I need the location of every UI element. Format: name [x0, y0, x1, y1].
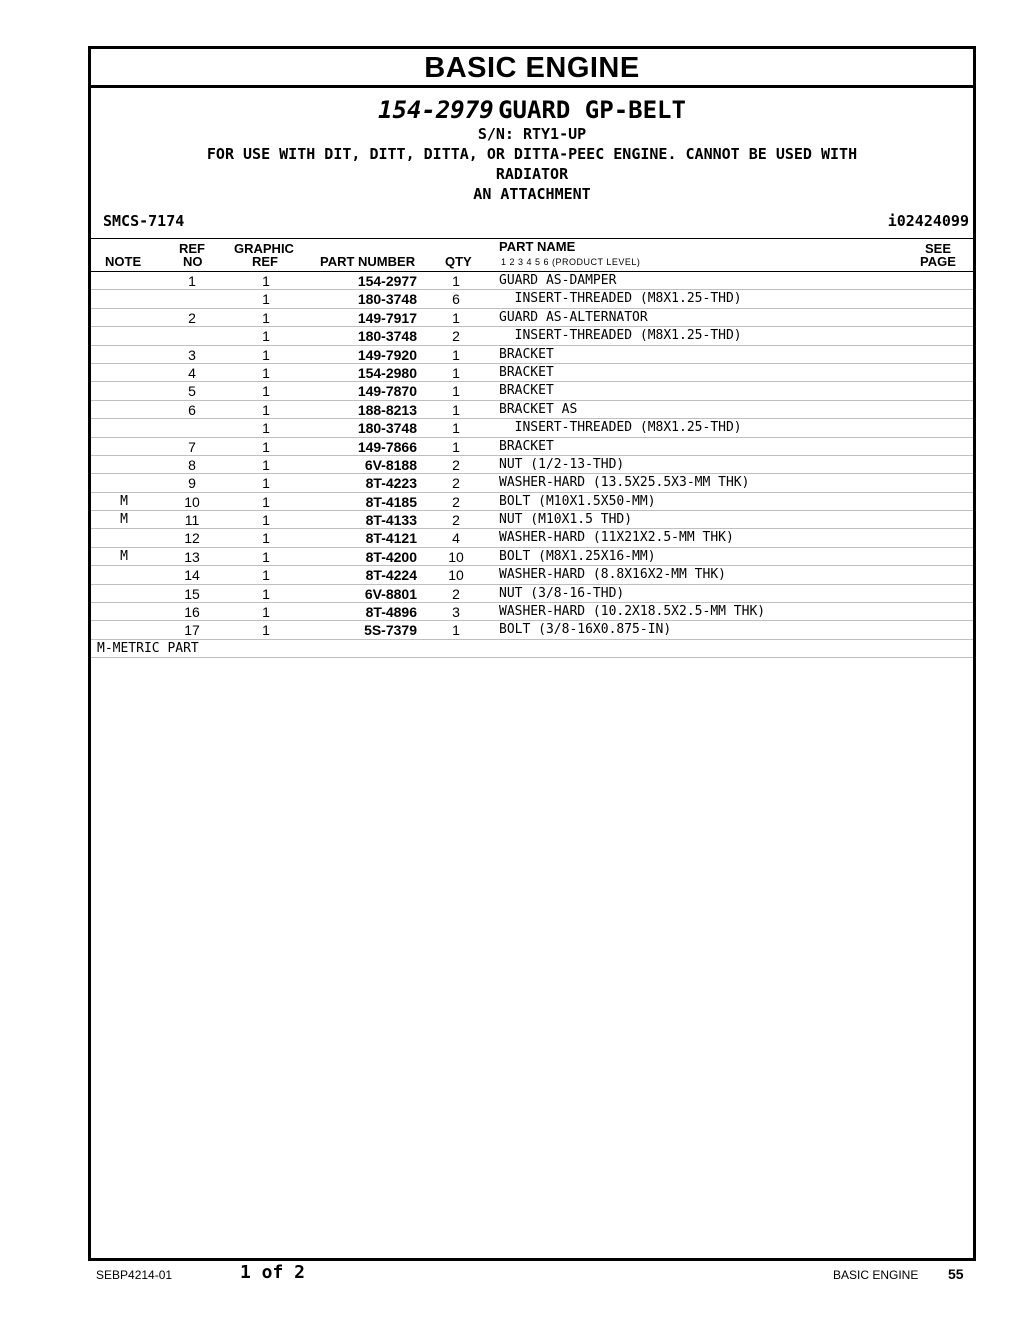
header-qty: QTY: [445, 254, 472, 269]
row-note: M: [120, 548, 128, 564]
row-ref-no: 14: [184, 567, 200, 584]
row-part-number: 149-7920: [357, 346, 417, 363]
row-qty: 2: [452, 456, 460, 473]
row-part-name: INSERT-THREADED (M8X1.25-THD): [499, 420, 742, 436]
table-row: [91, 493, 973, 511]
row-graphic-ref: 1: [262, 567, 270, 584]
row-note: M: [120, 493, 128, 509]
footnote: M-METRIC PART: [91, 640, 973, 658]
row-ref-no: 1: [188, 273, 196, 289]
row-ref-no: 7: [188, 438, 196, 455]
row-part-name: GUARD AS-ALTERNATOR: [499, 309, 648, 325]
row-qty: 3: [452, 604, 460, 621]
row-graphic-ref: 1: [262, 291, 270, 308]
row-part-name: WASHER-HARD (13.5X25.5X3-MM THK): [499, 475, 750, 491]
row-graphic-ref: 1: [262, 456, 270, 473]
row-part-number: 6V-8188: [364, 456, 417, 473]
row-part-number: 149-7866: [357, 438, 417, 455]
row-part-name: BOLT (M10X1.5X50-MM): [499, 493, 656, 509]
row-graphic-ref: 1: [262, 622, 270, 639]
header-part-name: PART NAME: [499, 239, 576, 254]
row-graphic-ref: 1: [262, 530, 270, 547]
row-part-name: NUT (M10X1.5 THD): [499, 512, 633, 528]
page-number: 55: [948, 1266, 964, 1282]
row-part-number: 149-7917: [357, 309, 417, 326]
row-ref-no: 3: [188, 346, 196, 363]
row-graphic-ref: 1: [262, 438, 270, 455]
row-part-name: WASHER-HARD (11X21X2.5-MM THK): [499, 530, 734, 546]
row-qty: 1: [452, 438, 460, 455]
row-part-name: GUARD AS-DAMPER: [499, 273, 617, 288]
row-graphic-ref: 1: [262, 328, 270, 345]
row-part-name: BOLT (M8X1.25X16-MM): [499, 548, 656, 564]
usage-line-2: RADIATOR: [495, 165, 569, 183]
row-part-number: 6V-8801: [364, 585, 417, 602]
group-heading: [91, 96, 973, 124]
row-ref-no: 2: [188, 309, 196, 326]
header-note: NOTE: [105, 254, 142, 269]
row-part-number: 8T-4223: [365, 475, 417, 492]
header-product-levels: 1 2 3 4 5 6 (PRODUCT LEVEL): [501, 257, 641, 267]
row-graphic-ref: 1: [262, 420, 270, 437]
header-graphic-bottom: REF: [252, 254, 278, 269]
row-part-name: BOLT (3/8-16X0.875-IN): [499, 622, 672, 638]
row-graphic-ref: 1: [262, 585, 270, 602]
table-row: [91, 272, 973, 290]
table-row: [91, 309, 973, 327]
row-part-number: 8T-4133: [365, 512, 417, 529]
row-ref-no: 6: [188, 401, 196, 418]
table-row: [91, 529, 973, 547]
header-see-bottom: PAGE: [920, 254, 956, 269]
row-ref-no: 9: [188, 475, 196, 492]
table-row: [91, 474, 973, 492]
table-row: [91, 438, 973, 456]
row-graphic-ref: 1: [262, 512, 270, 529]
row-qty: 1: [452, 364, 460, 381]
group-part-number: 154-2979: [378, 96, 494, 124]
row-qty: 1: [452, 622, 460, 639]
doc-number: SEBP4214-01: [96, 1268, 173, 1282]
row-part-name: WASHER-HARD (10.2X18.5X2.5-MM THK): [499, 604, 766, 620]
table-row: [91, 585, 973, 603]
row-part-number: 8T-4200: [365, 548, 417, 565]
row-part-name: BRACKET: [499, 438, 554, 454]
row-part-name: INSERT-THREADED (M8X1.25-THD): [499, 291, 742, 307]
row-part-number: 180-3748: [357, 328, 417, 345]
row-part-number: 8T-4185: [365, 493, 417, 510]
header-ref-bottom: NO: [183, 254, 203, 269]
illustration-id: i02424099: [887, 212, 969, 230]
row-qty: 2: [452, 585, 460, 602]
row-qty: 2: [452, 328, 460, 345]
group-name: GUARD GP-BELT: [498, 96, 686, 124]
table-header: [91, 239, 973, 272]
table-row: [91, 456, 973, 474]
table-row: [91, 364, 973, 382]
row-ref-no: 5: [188, 383, 196, 400]
row-part-name: BRACKET AS: [499, 401, 578, 417]
table-row: [91, 621, 973, 639]
row-part-number: 5S-7379: [364, 622, 417, 639]
parts-table: [91, 272, 973, 640]
row-part-name: BRACKET: [499, 346, 554, 362]
usage-line-3: AN ATTACHMENT: [473, 185, 591, 203]
row-graphic-ref: 1: [262, 383, 270, 400]
row-qty: 10: [448, 567, 464, 584]
row-part-name: INSERT-THREADED (M8X1.25-THD): [499, 328, 742, 344]
table-row: [91, 401, 973, 419]
row-ref-no: 12: [184, 530, 200, 547]
row-qty: 2: [452, 475, 460, 492]
row-part-name: NUT (3/8-16-THD): [499, 585, 625, 601]
row-graphic-ref: 1: [262, 309, 270, 326]
usage-line-1: FOR USE WITH DIT, DITT, DITTA, OR DITTA-PEEC ENGINE. CANNOT BE USED WITH: [206, 145, 858, 163]
row-part-number: 149-7870: [357, 383, 417, 400]
row-ref-no: 11: [184, 512, 200, 529]
row-part-number: 8T-4224: [365, 567, 417, 584]
row-ref-no: 17: [184, 622, 200, 639]
row-qty: 10: [448, 548, 464, 565]
row-graphic-ref: 1: [262, 273, 270, 289]
page-footer: [0, 1262, 1020, 1292]
row-ref-no: 13: [184, 548, 200, 565]
row-qty: 1: [452, 273, 460, 289]
row-part-number: 180-3748: [357, 291, 417, 308]
footer-section: BASIC ENGINE: [833, 1268, 919, 1282]
header-ref-top: REF: [179, 241, 205, 256]
page-of: 1 of 2: [240, 1262, 306, 1283]
row-qty: 1: [452, 346, 460, 363]
smcs-code: SMCS-7174: [103, 212, 185, 230]
table-row: [91, 419, 973, 437]
row-part-number: 188-8213: [357, 401, 417, 418]
serial-range: S/N: RTY1-UP: [477, 125, 587, 143]
row-graphic-ref: 1: [262, 604, 270, 621]
row-graphic-ref: 1: [262, 493, 270, 510]
table-row: [91, 327, 973, 345]
row-qty: 1: [452, 309, 460, 326]
row-part-name: NUT (1/2-13-THD): [499, 456, 625, 472]
smcs-row: [91, 212, 973, 232]
header-part-number: PART NUMBER: [320, 254, 416, 269]
row-qty: 2: [452, 493, 460, 510]
page-frame: [88, 46, 976, 1261]
row-part-name: BRACKET: [499, 383, 554, 399]
header-see-top: SEE: [925, 241, 952, 256]
table-row: [91, 346, 973, 364]
header-graphic-top: GRAPHIC: [234, 241, 294, 256]
row-graphic-ref: 1: [262, 475, 270, 492]
row-qty: 1: [452, 401, 460, 418]
table-row: [91, 290, 973, 308]
row-ref-no: 16: [184, 604, 200, 621]
row-qty: 6: [452, 291, 460, 308]
row-part-number: 180-3748: [357, 420, 417, 437]
section-title: BASIC ENGINE: [91, 49, 973, 88]
row-part-name: BRACKET: [499, 364, 554, 380]
row-qty: 1: [452, 420, 460, 437]
row-part-number: 8T-4121: [365, 530, 417, 547]
table-row: [91, 603, 973, 621]
row-graphic-ref: 1: [262, 346, 270, 363]
row-part-name: WASHER-HARD (8.8X16X2-MM THK): [499, 567, 726, 583]
row-graphic-ref: 1: [262, 364, 270, 381]
row-ref-no: 15: [184, 585, 200, 602]
row-ref-no: 4: [188, 364, 196, 381]
row-part-number: 8T-4896: [365, 604, 417, 621]
row-ref-no: 10: [184, 493, 200, 510]
table-row: [91, 511, 973, 529]
row-qty: 4: [452, 530, 460, 547]
table-row: [91, 548, 973, 566]
row-part-number: 154-2980: [357, 364, 417, 381]
row-graphic-ref: 1: [262, 401, 270, 418]
row-ref-no: 8: [188, 456, 196, 473]
table-row: [91, 382, 973, 400]
row-note: M: [120, 512, 128, 528]
table-row: [91, 566, 973, 584]
row-part-number: 154-2977: [357, 273, 417, 289]
row-graphic-ref: 1: [262, 548, 270, 565]
row-qty: 2: [452, 512, 460, 529]
row-qty: 1: [452, 383, 460, 400]
